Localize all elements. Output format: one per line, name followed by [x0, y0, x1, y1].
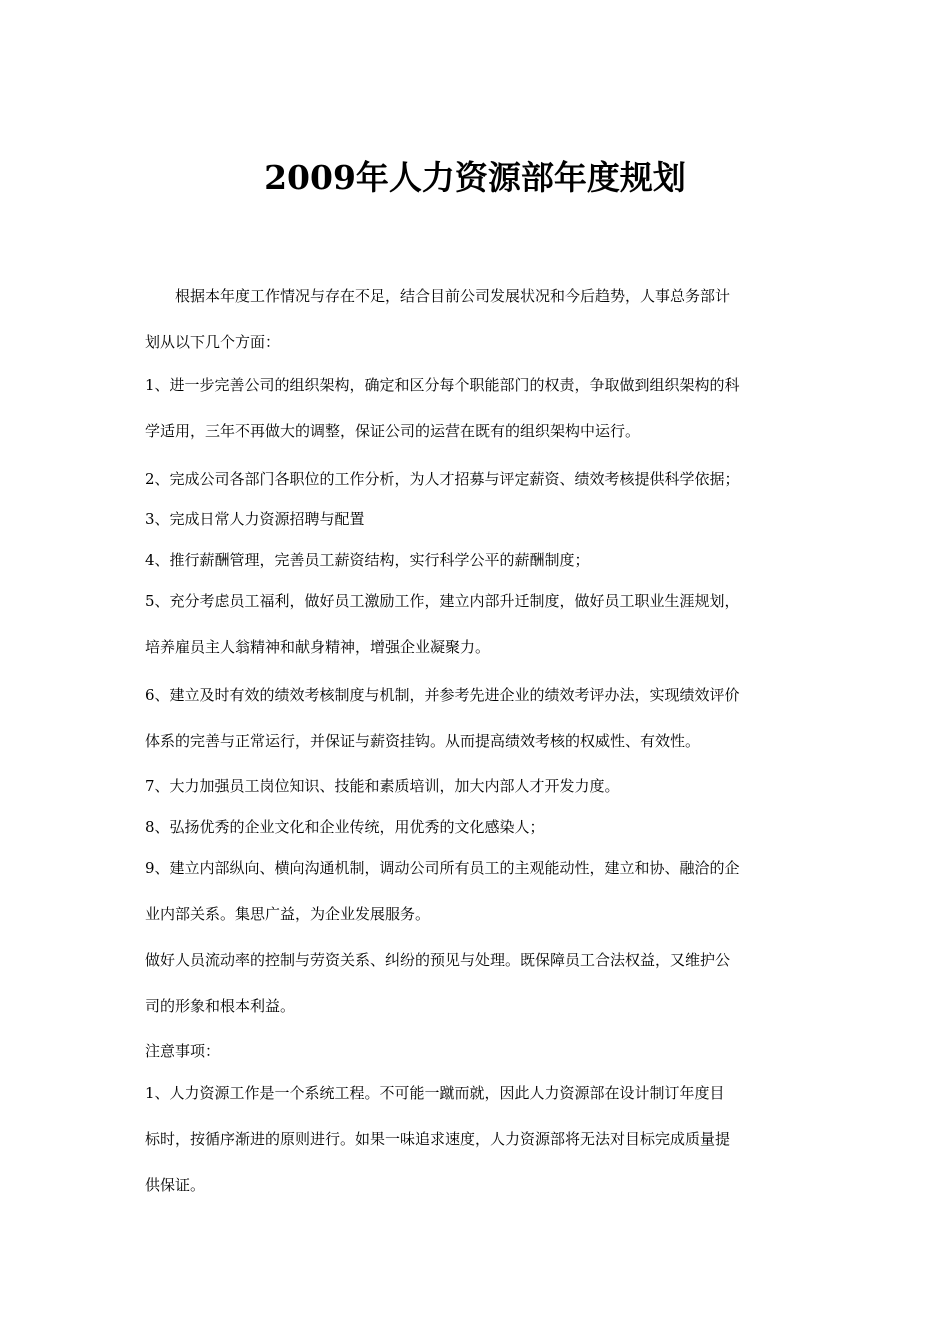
plan-item-4 — [145, 537, 810, 583]
intro-line: 划从以下几个方面： — [145, 333, 281, 351]
plan-item-line: 学适用，三年不再做大的调整，保证公司的运营在既有的组织架构中运行。 — [145, 422, 641, 440]
extra-line: 司的形象和根本利益。 — [145, 997, 296, 1015]
plan-item-line: 5、充分考虑员工福利，做好员工激励工作，建立内部升迁制度，做好员工职业生涯规划， — [145, 592, 740, 610]
notes-line: 1、人力资源工作是一个系统工程。不可能一蹴而就，因此人力资源部在设计制订年度目 — [145, 1084, 725, 1102]
plan-item-6 — [145, 672, 810, 764]
notes-line: 供保证。 — [145, 1176, 206, 1194]
notes-line: 标时，按循序渐进的原则进行。如果一味追求速度，人力资源部将无法对目标完成质量提 — [145, 1130, 731, 1148]
plan-item-1 — [145, 362, 810, 454]
notes-heading — [145, 1028, 810, 1074]
intro-line: 根据本年度工作情况与存在不足，结合目前公司发展状况和今后趋势，人事总务部计 — [145, 287, 731, 305]
plan-item-line: 3、完成日常人力资源招聘与配置 — [145, 510, 365, 528]
plan-item-line: 4、推行薪酬管理，完善员工薪资结构，实行科学公平的薪酬制度； — [145, 551, 590, 569]
plan-item-line: 8、弘扬优秀的企业文化和企业传统，用优秀的文化感染人； — [145, 818, 545, 836]
plan-item-9 — [145, 845, 810, 937]
plan-item-5 — [145, 578, 810, 670]
plan-item-8 — [145, 804, 810, 850]
notes-heading-text: 注意事项： — [145, 1042, 221, 1060]
plan-item-line: 1、进一步完善公司的组织架构，确定和区分每个职能部门的权责，争取做到组织架构的科 — [145, 376, 740, 394]
plan-item-line: 7、大力加强员工岗位知识、技能和素质培训，加大内部人才开发力度。 — [145, 777, 620, 795]
plan-item-line: 体系的完善与正常运行，并保证与薪资挂钩。从而提高绩效考核的权威性、有效性。 — [145, 732, 701, 750]
plan-item-7 — [145, 763, 810, 809]
intro-paragraph — [145, 273, 810, 365]
plan-item-line: 2、完成公司各部门各职位的工作分析，为人才招募与评定薪资、绩效考核提供科学依据； — [145, 470, 740, 488]
plan-item-line: 业内部关系。集思广益，为企业发展服务。 — [145, 905, 431, 923]
document-title: 2009年人力资源部年度规划 — [264, 158, 686, 197]
plan-item-line: 培养雇员主人翁精神和献身精神，增强企业凝聚力。 — [145, 638, 491, 656]
extra-line: 做好人员流动率的控制与劳资关系、纠纷的预见与处理。既保障员工合法权益，又维护公 — [145, 951, 731, 969]
plan-item-3 — [145, 496, 810, 542]
notes-paragraph — [145, 1070, 810, 1208]
extra-paragraph — [145, 937, 810, 1029]
plan-item-line: 9、建立内部纵向、横向沟通机制，调动公司所有员工的主观能动性，建立和协、融洽的企 — [145, 859, 740, 877]
plan-item-line: 6、建立及时有效的绩效考核制度与机制，并参考先进企业的绩效考评办法，实现绩效评价 — [145, 686, 740, 704]
